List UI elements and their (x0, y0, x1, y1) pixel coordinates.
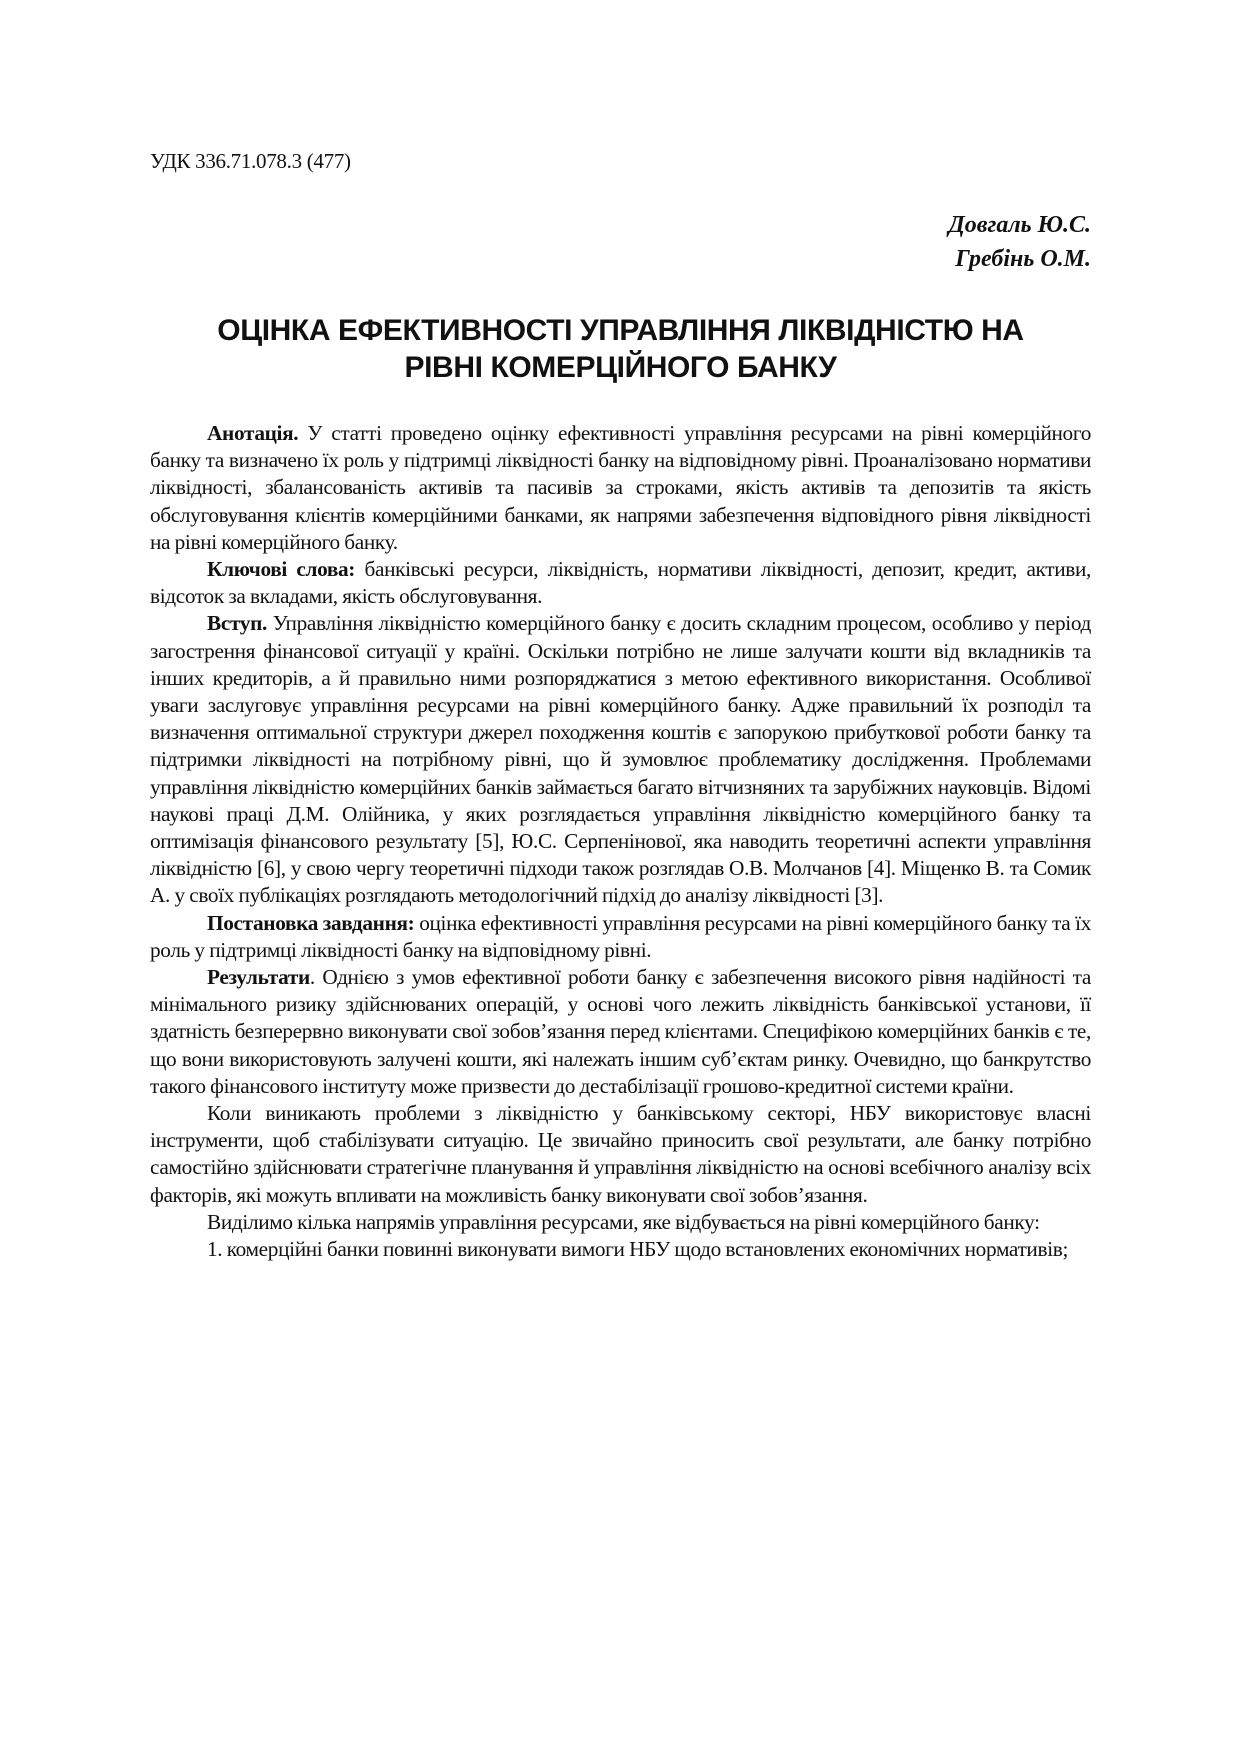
list-item (150, 1236, 1091, 1263)
paragraph-body (150, 1209, 1091, 1236)
authors-block (948, 208, 1091, 276)
paragraph-text: банківські ресурси, ліквідність, нормативи ліквідності, депозит, кредит, активи, відсоток за вкладами, якість обслуговування. (150, 557, 1091, 609)
paragraph-text: оцінка ефективності управління ресурсами на рівні комерційного банку та їх роль у підтримці ліквідності банку на відповідному рівні. (150, 910, 1092, 962)
paragraph-label: Ключові слова: (207, 557, 356, 582)
paragraph-label: Анотація. (207, 421, 299, 445)
paragraph-text: 1. комерційні банки повинні виконувати вимоги НБУ щодо встановлених економічних нормативів; (207, 1237, 1069, 1262)
paragraph-text: У статті проведено оцінку ефективності управління ресурсами на рівні комерційного банку та визначено їх роль у підтримці ліквідності банку на відповідному рівні. Проаналізовано нормативи ліквідності, збалансованість активів та пасивів за строками, якість активів та депозитів та якість обслуговування клієнтів комерційними банками, як напрями забезпечення відповідного рівня ліквідності на рівні комерційного банку. (150, 421, 1091, 554)
paragraph-body (150, 1100, 1091, 1209)
paragraph-label: Постановка завдання: (207, 910, 415, 935)
author-name: Гребінь О.М. (955, 246, 1091, 272)
paragraph-results (150, 964, 1091, 1100)
udk-code: УДК 336.71.078.3 (477) (150, 149, 351, 173)
paragraph-text: Виділимо кілька напрямів управління ресурсами, яке відбувається на рівні комерційного банку: (207, 1209, 1040, 1234)
paragraph-abstract (150, 420, 1091, 556)
title-line: РІВНІ КОМЕРЦІЙНОГО БАНКУ (404, 351, 837, 384)
article-body (150, 420, 1091, 1263)
paragraph-text: Управління ліквідністю комерційного банку є досить складним процесом, особливо у період загострення фінансової ситуації у країні. Оскільки потрібно не лише залучати кошти від вкладників та інших кредиторів, а й правильно ними розпоряджатися з метою ефективного використання. Особливої уваги заслуговує управління ресурсами на рівні комерційного банку. Адже правильний їх розподіл та визначення оптимальної структури джерел походження коштів є запорукою прибуткової роботи банку та підтримки ліквідності на потрібному рівні, що й зумовлює проблематику дослідження. Проблемами управління ліквідністю комерційних банків займається багато вітчизняних та зарубіжних науковців. Відомі наукові праці Д.М. Олійника, у яких розглядається управління ліквідністю комерційного банку та оптимізація фінансового результату [5], Ю.С. Серпенінової, яка наводить теоретичні аспекти управління ліквідністю [6], у свою чергу теоретичні підходи також розглядав О.В. Молчанов [4]. Міщенко В. та Сомик А. у своїх публікаціях розглядають методологічний підхід до аналізу ліквідності [3]. (150, 611, 1091, 908)
paragraph-label: Вступ. (207, 611, 267, 636)
author-name: Довгаль Ю.С. (948, 212, 1091, 238)
paragraph-problem-statement (150, 910, 1091, 964)
paragraph-text: Коли виникають проблеми з ліквідністю у банківському секторі, НБУ використовує власні інструменти, щоб стабілізувати ситуацію. Це звичайно приносить свої результати, але банку потрібно самостійно здійснювати стратегічне планування й управління ліквідністю на основі всебічного аналізу всіх факторів, які можуть впливати на можливість банку виконувати свої зобов’язання. (150, 1101, 1091, 1207)
paragraph-keywords (150, 556, 1091, 610)
article-title (150, 312, 1091, 386)
paragraph-label: Результати (207, 965, 310, 990)
title-line: ОЦІНКА ЕФЕКТИВНОСТІ УПРАВЛІННЯ ЛІКВІДНІСТЮ НА (217, 314, 1024, 347)
paragraph-text: . Однією з умов ефективної роботи банку є забезпечення високого рівня надійності та мінімального ризику здійснюваних операцій, у основі чого лежить ліквідність банківської установи, її здатність безперервно виконувати свої зобов’язання перед клієнтами. Специфікою комерційних банків є те, що вони використовують залучені кошти, які належать іншим суб’єктам ринку. Очевидно, що банкрутство такого фінансового інституту може призвести до дестабілізації грошово-кредитної системи країни. (150, 965, 1091, 1098)
paragraph-introduction (150, 610, 1091, 909)
